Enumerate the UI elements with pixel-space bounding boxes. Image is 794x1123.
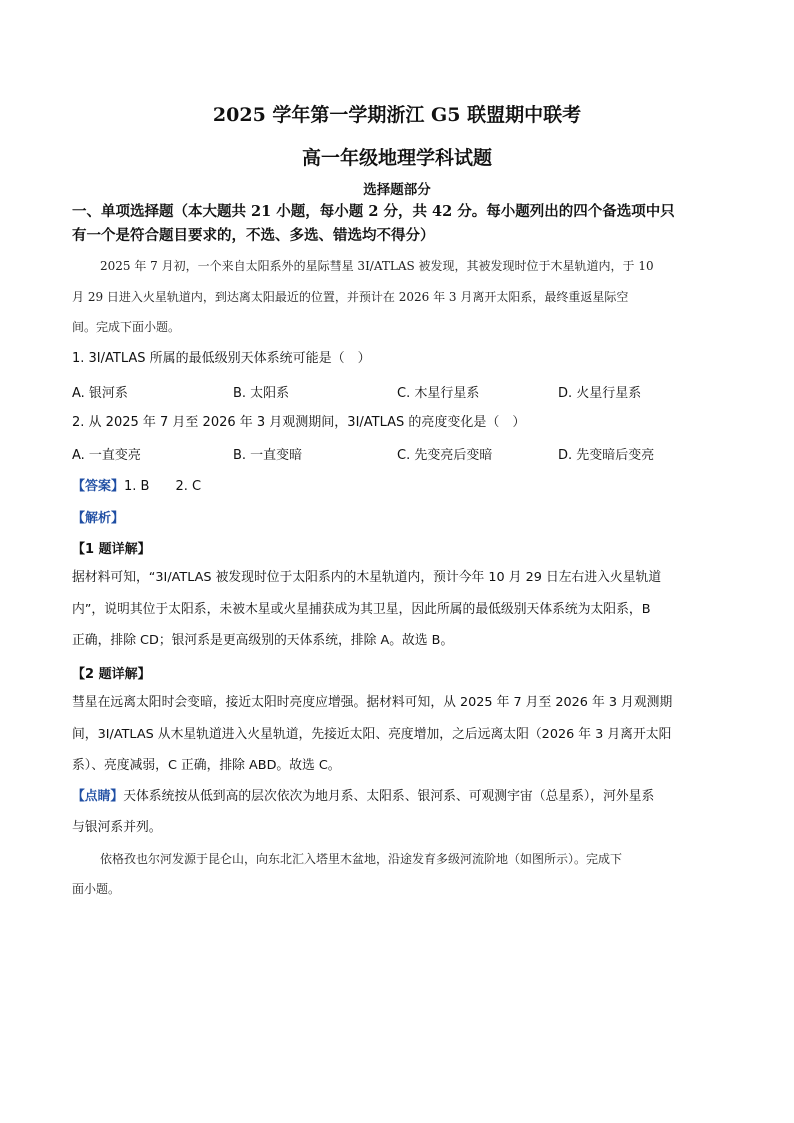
answer-tag: 【答案】 — [72, 479, 125, 494]
material2-line1-text: 依格孜也尔河发源于昆仑山，向东北汇入塔里木盆地，沿途发育多级河流阶地（如图所示）。完成下 — [100, 852, 623, 866]
detail1-line2: 内”，说明其位于太阳系，未被木星或火星捕获成为其卫星，因此所属的最低级别天体系统为太阳系，B — [72, 602, 651, 617]
material1-line1-text: 2025 年 7 月初，一个来自太阳系外的星际彗星 3I/ATLAS 被发现，其被发现时位于木星轨道内，于 10 — [100, 259, 654, 273]
question1-option-d: D. 火星行星系 — [558, 386, 642, 401]
section-heading-line2: 有一个是符合题目要求的，不选、多选、错选均不得分） — [72, 227, 435, 244]
question1-option-c: C. 木星行星系 — [397, 386, 480, 401]
question1-stem: 1. 3I/ATLAS 所属的最低级别天体系统可能是（ ） — [72, 351, 371, 366]
detail2-line1: 彗星在远离太阳时会变暗，接近太阳时亮度应增强。据材料可知，从 2025 年 7 月至 2026 年 3 月观测期 — [72, 695, 673, 710]
material2-line1 — [72, 843, 722, 875]
material1-line3: 间。完成下面小题。 — [72, 320, 181, 334]
detail2-heading: 【2 题详解】 — [72, 667, 151, 682]
question2-option-c: C. 先变亮后变暗 — [397, 448, 493, 463]
exam-title: 2025 学年第一学期浙江 G5 联盟期中联考 — [212, 104, 582, 126]
material1-line2: 月 29 日进入火星轨道内，到达离太阳最近的位置，并预计在 2026 年 3 月离开太阳系，最终重返星际空 — [72, 290, 629, 304]
tip-tag: 【点睛】 — [72, 789, 124, 804]
question2-option-b: B. 一直变暗 — [233, 448, 303, 463]
analysis-line — [72, 507, 124, 526]
tip-line2: 与银河系并列。 — [72, 820, 162, 835]
answer-text: 1. B 2. C — [124, 479, 202, 494]
detail1-line3: 正确，排除 CD；银河系是更高级别的天体系统，排除 A。故选 B。 — [72, 633, 454, 648]
detail1-heading: 【1 题详解】 — [72, 542, 151, 557]
question2-option-a: A. 一直变亮 — [72, 448, 141, 463]
detail1-line1: 据材料可知，“3I/ATLAS 被发现时位于太阳系内的木星轨道内，预计今年 10 月 29 日左右进入火星轨道 — [72, 570, 662, 585]
section-part-label: 选择题部分 — [363, 182, 431, 198]
question2-option-d: D. 先变暗后变亮 — [558, 448, 655, 463]
question1-option-a: A. 银河系 — [72, 386, 128, 401]
exam-subtitle: 高一年级地理学科试题 — [301, 147, 492, 169]
tip-line1 — [72, 781, 722, 813]
detail2-line3: 系）、亮度减弱，C 正确，排除 ABD。故选 C。 — [72, 758, 341, 773]
tip-line1-text: 天体系统按从低到高的层次依次为地月系、太阳系、银河系、可观测宇宙（总星系），河外星系 — [123, 789, 655, 804]
material1-line1 — [72, 250, 722, 282]
material2-line2: 面小题。 — [72, 882, 121, 896]
question1-option-b: B. 太阳系 — [233, 386, 290, 401]
analysis-tag: 【解析】 — [72, 511, 125, 526]
detail2-line2: 间，3I/ATLAS 从木星轨道进入火星轨道，先接近太阳、亮度增加，之后远离太阳（2026 年 3 月离开太阳 — [72, 727, 672, 742]
answer-line — [72, 475, 201, 494]
question2-stem: 2. 从 2025 年 7 月至 2026 年 3 月观测期间，3I/ATLAS 的亮度变化是（ ） — [72, 415, 526, 430]
section-heading-line1: 一、单项选择题（本大题共 21 小题，每小题 2 分，共 42 分。每小题列出的四个备选项中只 — [72, 203, 675, 220]
